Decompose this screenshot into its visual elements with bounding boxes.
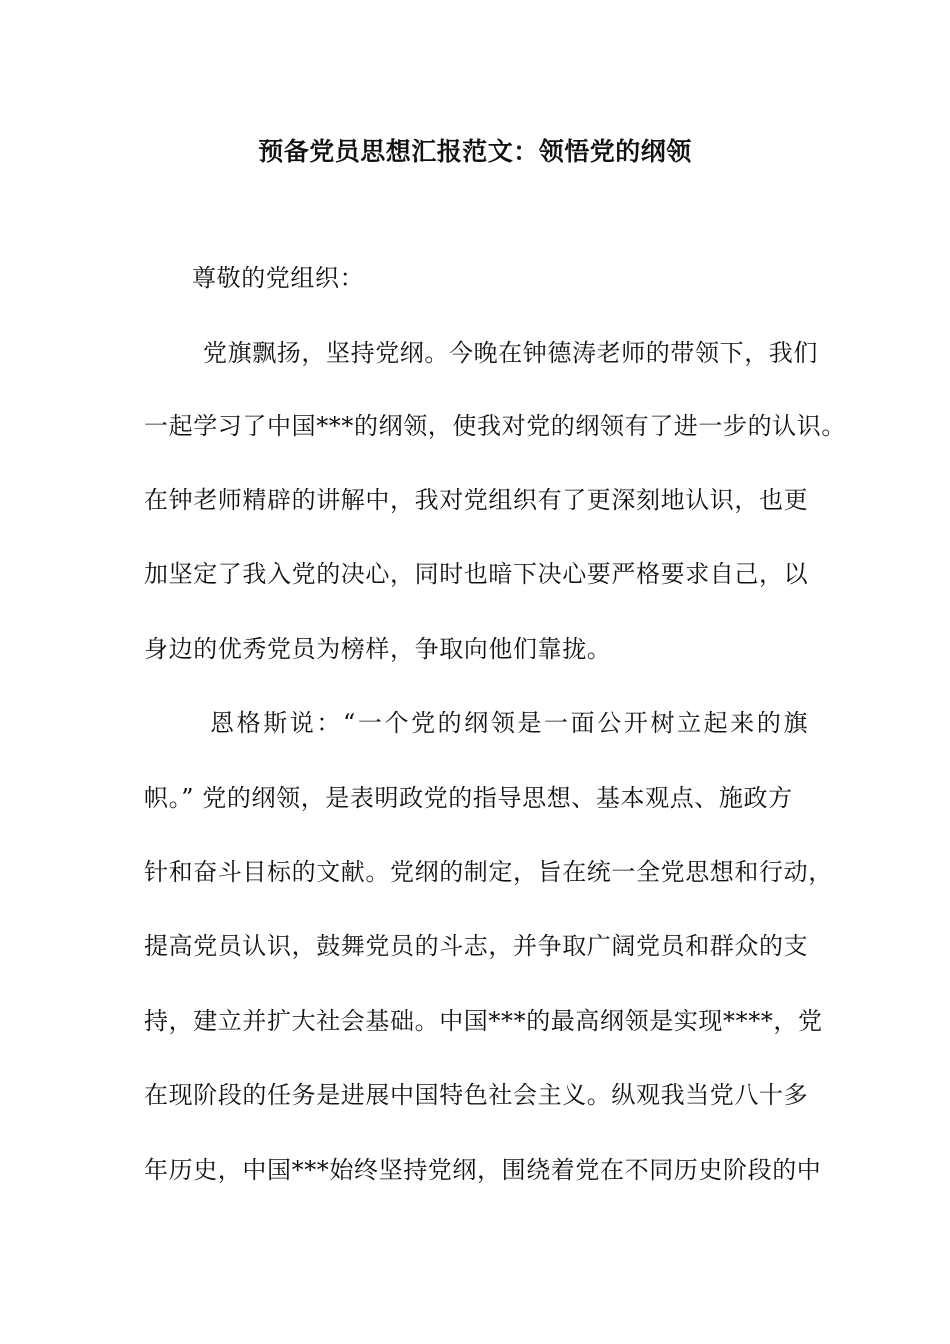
paragraph-line: 提高党员认识，鼓舞党员的斗志，并争取广阔党员和群众的支 bbox=[144, 932, 809, 960]
paragraph-line: 年历史，中国***始终坚持党纲，围绕着党在不同历史阶段的中 bbox=[144, 1156, 822, 1184]
paragraph-line: 一起学习了中国***的纲领，使我对党的纲领有了进一步的认识。 bbox=[144, 412, 846, 440]
paragraph-line: 党旗飘扬，坚持党纲。今晚在钟德涛老师的带领下，我们 bbox=[203, 339, 818, 367]
paragraph-line: 在钟老师精辟的讲解中，我对党组织有了更深刻地认识，也更 bbox=[144, 486, 809, 514]
paragraph-line: 在现阶段的任务是进展中国特色社会主义。纵观我当党八十多 bbox=[144, 1081, 809, 1109]
salutation: 尊敬的党组织： bbox=[192, 264, 365, 292]
paragraph-line: 身边的优秀党员为榜样，争取向他们靠拢。 bbox=[144, 635, 612, 663]
paragraph-line: 针和奋斗目标的文献。党纲的制定，旨在统一全党思想和行动， bbox=[144, 858, 833, 886]
paragraph-line: 加坚定了我入党的决心，同时也暗下决心要严格要求自己，以 bbox=[144, 560, 809, 588]
paragraph-line: 持，建立并扩大社会基础。中国***的最高纲领是实现****，党 bbox=[144, 1007, 823, 1035]
document-title: 预备党员思想汇报范文：领悟党的纲领 bbox=[258, 137, 692, 166]
paragraph-line: 恩格斯说：“一个党的纲领是一面公开树立起来的旗 bbox=[210, 709, 811, 737]
paragraph-line: 帜。” 党的纲领，是表明政党的指导思想、基本观点、施政方 bbox=[144, 784, 793, 812]
